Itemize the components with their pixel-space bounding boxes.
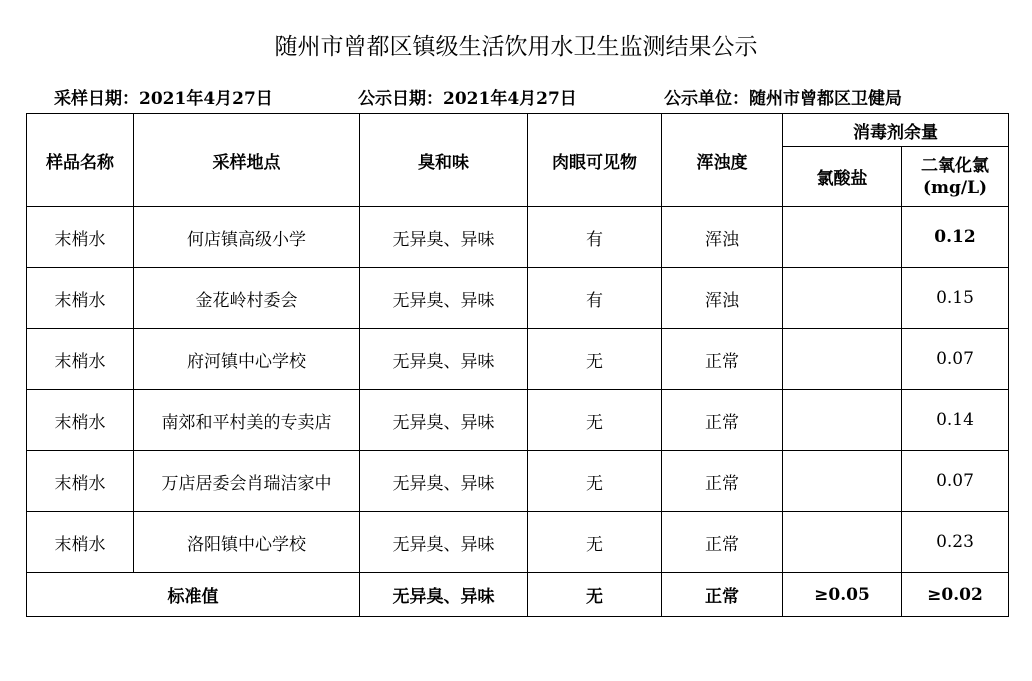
cell-chlorine-dioxide: 0.07 [902,451,1009,512]
cell-odor: 无异臭、异味 [360,268,528,329]
cell-odor: 无异臭、异味 [360,512,528,573]
cell-location: 洛阳镇中心学校 [134,512,360,573]
header-chlorine-dioxide-unit: (mg/L) [922,177,988,198]
cell-sample: 末梢水 [27,268,134,329]
cell-sample: 末梢水 [27,207,134,268]
header-turbidity: 浑浊度 [662,114,783,207]
cell-visible: 有 [528,268,662,329]
standard-chlorate: ≥0.05 [783,573,902,617]
cell-chlorine-dioxide: 0.14 [902,390,1009,451]
cell-chlorine-dioxide: 0.12 [902,207,1009,268]
header-location: 采样地点 [134,114,360,207]
cell-visible: 无 [528,512,662,573]
publisher: 公示单位：随州市曾都区卫健局 [664,89,902,109]
cell-chlorine-dioxide: 0.23 [902,512,1009,573]
cell-odor: 无异臭、异味 [360,329,528,390]
header-disinfectant: 消毒剂余量 [783,114,1009,147]
standard-label: 标准值 [27,573,360,617]
header-sample-name: 样品名称 [27,114,134,207]
cell-chlorate [783,451,902,512]
header-chlorine-dioxide [902,147,1009,207]
cell-location: 万店居委会肖瑞洁家中 [134,451,360,512]
standard-visible: 无 [528,573,662,617]
standard-turbidity: 正常 [662,573,783,617]
header-odor: 臭和味 [360,114,528,207]
cell-turbidity: 正常 [662,451,783,512]
cell-visible: 无 [528,390,662,451]
header-visible: 肉眼可见物 [528,114,662,207]
results-table [26,113,1009,617]
standard-odor: 无异臭、异味 [360,573,528,617]
cell-chlorate [783,268,902,329]
cell-location: 金花岭村委会 [134,268,360,329]
cell-chlorate [783,512,902,573]
standard-row [27,573,1009,617]
cell-location: 何店镇高级小学 [134,207,360,268]
cell-chlorine-dioxide: 0.07 [902,329,1009,390]
cell-turbidity: 正常 [662,512,783,573]
cell-chlorate [783,390,902,451]
table-row [27,451,1009,512]
cell-sample: 末梢水 [27,451,134,512]
cell-sample: 末梢水 [27,390,134,451]
header-chlorate: 氯酸盐 [783,147,902,207]
page-title: 随州市曾都区镇级生活饮用水卫生监测结果公示 [274,34,758,60]
cell-visible: 有 [528,207,662,268]
cell-chlorate [783,207,902,268]
cell-location: 南郊和平村美的专卖店 [134,390,360,451]
publish-date: 公示日期：2021年4月27日 [358,89,577,109]
table-row [27,207,1009,268]
table-row [27,268,1009,329]
cell-odor: 无异臭、异味 [360,451,528,512]
cell-sample: 末梢水 [27,329,134,390]
table-row [27,512,1009,573]
table-row [27,390,1009,451]
cell-odor: 无异臭、异味 [360,207,528,268]
cell-turbidity: 浑浊 [662,207,783,268]
cell-chlorate [783,329,902,390]
sampling-date: 采样日期：2021年4月27日 [54,89,273,109]
cell-location: 府河镇中心学校 [134,329,360,390]
cell-visible: 无 [528,451,662,512]
cell-odor: 无异臭、异味 [360,390,528,451]
cell-turbidity: 浑浊 [662,268,783,329]
cell-turbidity: 正常 [662,390,783,451]
table-row [27,329,1009,390]
header-chlorine-dioxide-name: 二氧化氯 [921,155,989,176]
cell-sample: 末梢水 [27,512,134,573]
standard-chlorine-dioxide: ≥0.02 [902,573,1009,617]
cell-turbidity: 正常 [662,329,783,390]
cell-visible: 无 [528,329,662,390]
cell-chlorine-dioxide: 0.15 [902,268,1009,329]
